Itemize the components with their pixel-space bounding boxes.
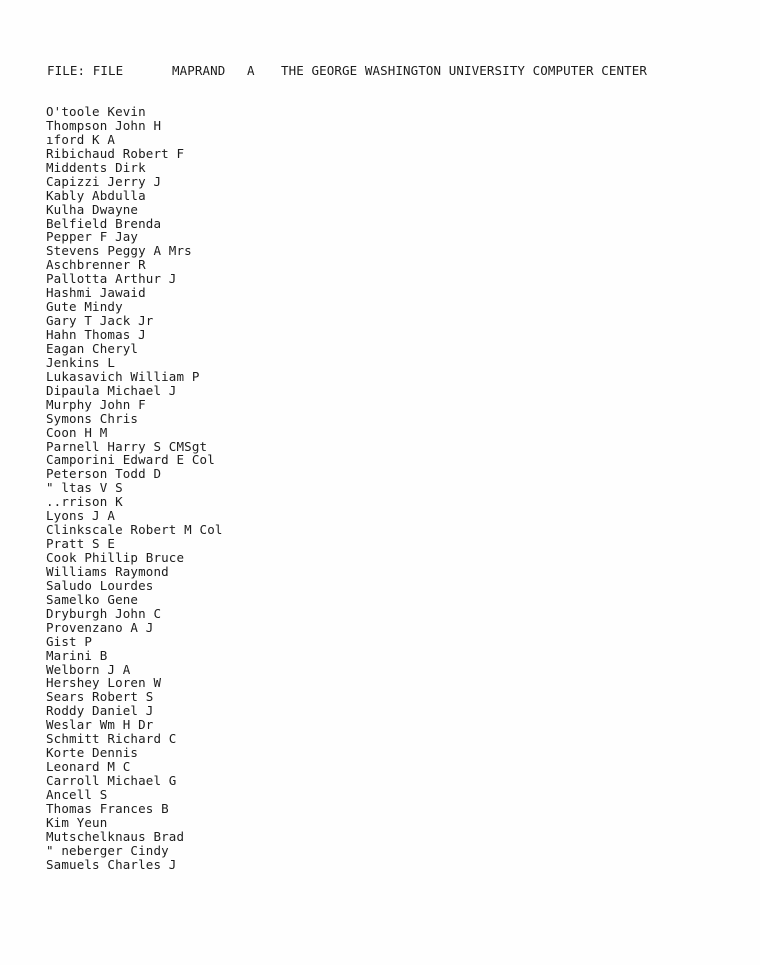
list-item: Lyons J A	[46, 508, 116, 524]
list-item: Middents Dirk	[46, 159, 146, 175]
list-item: Stevens Peggy A Mrs	[46, 243, 192, 259]
file-version: A	[247, 63, 255, 78]
list-item: Saludo Lourdes	[46, 577, 154, 593]
list-item: Ancell S	[46, 786, 108, 802]
list-item: Leonard M C	[46, 759, 131, 775]
list-item: " neberger Cindy	[46, 842, 169, 858]
list-item: Hahn Thomas J	[46, 327, 146, 342]
list-item: Hershey Loren W	[46, 675, 162, 691]
list-item: Cook Phillip Bruce	[46, 550, 185, 565]
list-item: Marini B	[46, 647, 108, 663]
list-item: Kulha Dwayne	[46, 201, 139, 217]
list-item: Parnell Harry S CMSgt	[46, 438, 208, 454]
list-item: O'toole Kevin	[46, 104, 146, 119]
organization-name: THE GEORGE WASHINGTON UNIVERSITY COMPUTER CENTER	[281, 63, 648, 78]
list-item: Gist P	[46, 633, 93, 649]
list-item: Welborn J A	[46, 661, 131, 677]
list-item: Samelko Gene	[46, 591, 139, 607]
list-item: Williams Raymond	[46, 563, 169, 579]
list-item: Dryburgh John C	[46, 605, 162, 621]
list-item: " ltas V S	[46, 480, 123, 496]
list-item: Sears Robert S	[46, 689, 154, 705]
list-item: Ribichaud Robert F	[46, 145, 185, 161]
list-item: Samuels Charles J	[46, 856, 177, 872]
list-item: Murphy John F	[46, 396, 146, 412]
list-item: Lukasavich William P	[46, 368, 200, 384]
list-item: Symons Chris	[46, 410, 139, 426]
list-item: ..rrison K	[46, 494, 123, 510]
list-item: Kably Abdulla	[46, 187, 146, 203]
list-item: Roddy Daniel J	[46, 703, 154, 719]
list-item: Carroll Michael G	[46, 773, 177, 788]
list-item: Hashmi Jawaid	[46, 285, 146, 301]
list-item: Coon H M	[46, 424, 108, 440]
list-item: Provenzano A J	[46, 619, 154, 635]
list-item: Gary T Jack Jr	[46, 313, 154, 329]
list-item: Dipaula Michael J	[46, 382, 177, 398]
list-item: Schmitt Richard C	[46, 731, 177, 747]
list-item: Capizzi Jerry J	[46, 173, 162, 189]
list-item: Korte Dennis	[46, 745, 139, 761]
list-item: Mutschelknaus Brad	[46, 828, 185, 844]
list-item: Jenkins L	[46, 354, 116, 370]
list-item: Clinkscale Robert M Col	[46, 522, 223, 538]
file-label: FILE: FILE	[47, 63, 124, 78]
list-item: Eagan Cheryl	[46, 340, 139, 356]
report-header	[47, 63, 737, 79]
list-item: Thomas Frances B	[46, 800, 169, 816]
list-item: Camporini Edward E Col	[46, 452, 215, 468]
list-item: Thompson John H	[46, 117, 162, 133]
list-item: Weslar Wm H Dr	[46, 717, 154, 733]
list-item: Pepper F Jay	[46, 229, 139, 245]
list-item: ıford K A	[46, 131, 116, 147]
list-item: Gute Mindy	[46, 299, 123, 315]
file-id: MAPRAND	[172, 63, 226, 78]
list-item: Peterson Todd D	[46, 466, 162, 482]
list-item: Belfield Brenda	[46, 215, 162, 231]
list-item: Aschbrenner R	[46, 257, 146, 273]
list-item: Pallotta Arthur J	[46, 271, 177, 287]
name-list	[46, 105, 223, 872]
list-item: Pratt S E	[46, 536, 116, 552]
list-item: Kim Yeun	[46, 814, 108, 830]
